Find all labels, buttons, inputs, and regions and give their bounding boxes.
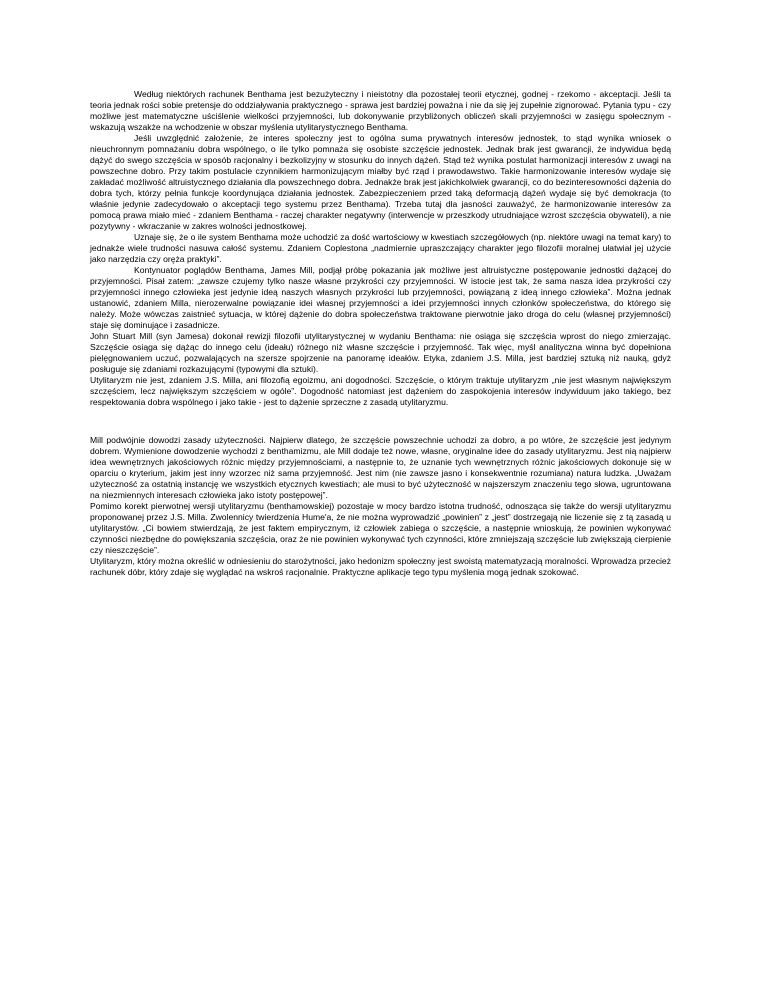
document-page: [90, 89, 671, 578]
paragraph-social-interest: Jeśli uwzględnić założenie, że interes społeczny jest to ogólna suma prywatnych interesów jednostek, to stąd wynika wniosek o nieuchronnym pomnażaniu dobra wspólnego, o ile tylko pomnaża się osobiste szczęście jednostek. Jednak brak jest gwarancji, że indywidua będą dążyć do swego szczęścia w sposób racjonalny i bezkolizyjny w stosunku do innych dążeń. Stąd też wynika postulat harmonizacji interesów z uwagi na powszechne dobro. Przy takim postulacie czynnikiem harmonizującym miałby być rząd i prawodawstwo. Takie harmonizowanie interesów wydaje się zakładać możliwość altruistycznego działania dla powszechnego dobra. Jednakże brak jest jakichkolwiek gwarancji, co do bezinteresowności dążenia do dobra tych, którzy pełnia funkcje koordynująca działania jednostek. Zabezpieczeniem przed taką deformacją dążeń wydaje się być demokracja (to właśnie jedynie zadecydowało o akceptacji tego systemu przez Benthama). Trzeba tutaj dla jasności zauważyć, że harmonizowanie interesów za pomocą prawa miało mieć - zdaniem Benthama - raczej charakter negatywny (interwencje w przeszkody utrudniające wzrost szczęścia obywateli), a nie pozytywny - wkraczanie w zakres wolności jednostkowej.: [90, 133, 671, 231]
paragraph-james-mill: Kontynuator poglądów Benthama, James Mill, podjął próbę pokazania jak możliwe jest altruistyczne postępowanie jednostki dążącej do przyjemności. Pisał zatem: „zawsze czujemy tylko nasze własne przykrości czy przyjemności. W istocie jest tak, że sama nasza idea przykrości czy przyjemności innego człowieka jest jedynie ideą naszych własnych przykrości lub przyjemności, powiązaną z ideą innego człowieka”. Można jednak ustanowić, zdaniem Milla, nierozerwalne powiązanie idei własnej przyjemności a idei przyjemności innych członków społeczeństwa, do którego się należy. Może wówczas zaistnieć sytuacja, w której dążenie do dobra społeczeństwa traktowane pierwotnie jako droga do celu (własnej przyjemności) staje się dominujące i zasadnicze.: [90, 265, 671, 330]
paragraph-bentham-calculus: Według niektórych rachunek Benthama jest bezużyteczny i nieistotny dla pozostałej teorii etycznej, godnej - rzekomo - akceptacji. Jeśli ta teoria jednak rości sobie pretensje do oddziaływania praktycznego - sprawa jest bardziej poważna i nie da się jej zupełnie zignorować. Pytania typu - czy możliwe jest matematyczne uściślenie wielkości przyjemności, lub dokonywanie przybliżonych obliczeń skali przyjemności w zasięgu społecznym - wskazują wszakże na wchodzenie w obszar myślenia utylitarystycznego Benthama.: [90, 89, 671, 132]
paragraph-spacer: [90, 408, 671, 435]
paragraph-utilitarianism-not-egoism: Utylitaryzm nie jest, zdaniem J.S. Milla, ani filozofią egoizmu, ani dogodności. Szczęście, o którym traktuje utylitaryzm „nie jest własnym największym szczęściem, lecz największym szczęściem w ogóle”. Dogodność natomiast jest dążeniem do zaspokojenia interesów indywiduum jako takiego, bez respektowania dobra wspólnego i jako takie - jest to dążenie sprzeczne z zasadą utylitaryzmu.: [90, 375, 671, 407]
paragraph-hume-objection: Pomimo korekt pierwotnej wersji utylitaryzmu (benthamowskiej) pozostaje w mocy bardzo istotna trudność, odnosząca się także do wersji utylitaryzmu proponowanej przez J.S. Milla. Zwolennicy twierdzenia Hume'a, że nie można wyprowadzić „powinien” z „jest” dostrzegają nie liczenie się z tą zasadą u utylitarystów. „Ci bowiem stwierdzają, że jest faktem empirycznym, iż człowiek zabiega o szczęście, a następnie wnioskują, że powinien wykonywać czynności niezbędne do powiększania szczęścia, oraz że nie powinien wykonywać tych czynności, które zmniejszają szczęście lub zwiększają cierpienie czy nieszczęście”.: [90, 501, 671, 555]
paragraph-utility-proof: Mill podwójnie dowodzi zasady użyteczności. Najpierw dlatego, że szczęście powszechnie uchodzi za dobro, a po wtóre, że szczęście jest jedynym dobrem. Wymienione dowodzenie wychodzi z benthamizmu, ale Mill dodaje też nowe, własne, oryginalne idee do zasady utylitaryzmu. Jest nią najpierw idea wewnętrznych jakościowych różnic między przyjemnościami, a następnie to, że uznanie tych wewnętrznych różnic jakościowych dokonuje się w oparciu o kryterium, jakim jest inny wzorzec niż sama przyjemność. Jest nim (nie zawsze jasno i konsekwentnie rozumiana) natura ludzka. „Uważam użyteczność za ostatnią instancję we wszystkich etycznych kwestiach; ale musi to być użyteczność w najszerszym znaczeniu tego słowa, ugruntowana na niezmiennych interesach człowieka jako istoty postępowej”.: [90, 435, 671, 500]
paragraph-conclusion: Utylitaryzm, który można określić w odniesieniu do starożytności, jako hedonizm społeczny jest swoistą matematyzacją moralności. Wprowadza przecież rachunek dóbr, który zdaje się wyglądać na wskroś racjonalnie. Praktyczne aplikacje tego typu myślenia mogą jednak szokować.: [90, 556, 671, 577]
paragraph-copleston: Uznaje się, że o ile system Benthama może uchodzić za dość wartościowy w kwestiach szczegółowych (np. niektóre uwagi na temat kary) to jednakże wiele trudności nasuwa całość systemu. Zdaniem Coplestona „nadmiernie upraszczający charakter jego filozofii moralnej ułatwiał jej użycie jako narzędzia czy oręża praktyki”.: [90, 232, 671, 264]
paragraph-john-stuart-mill: John Stuart Mill (syn Jamesa) dokonał rewizji filozofii utylitarystycznej w wydaniu Benthama: nie osiąga się szczęścia wprost do niego zmierzając. Szczęście osiąga się dążąc do innego celu (ideału) różnego niż własne szczęście i przyjemność. Tak więc, myśl analityczna winna być dopełniona pielęgnowaniem uczuć, pozwalających na szersze spojrzenie na panoramę ideałów. Etyka, zdaniem J.S. Milla, jest bardziej sztuką niż nauką, gdyż posługuje się zdaniami rozkazującymi (typowymi dla sztuki).: [90, 331, 671, 374]
